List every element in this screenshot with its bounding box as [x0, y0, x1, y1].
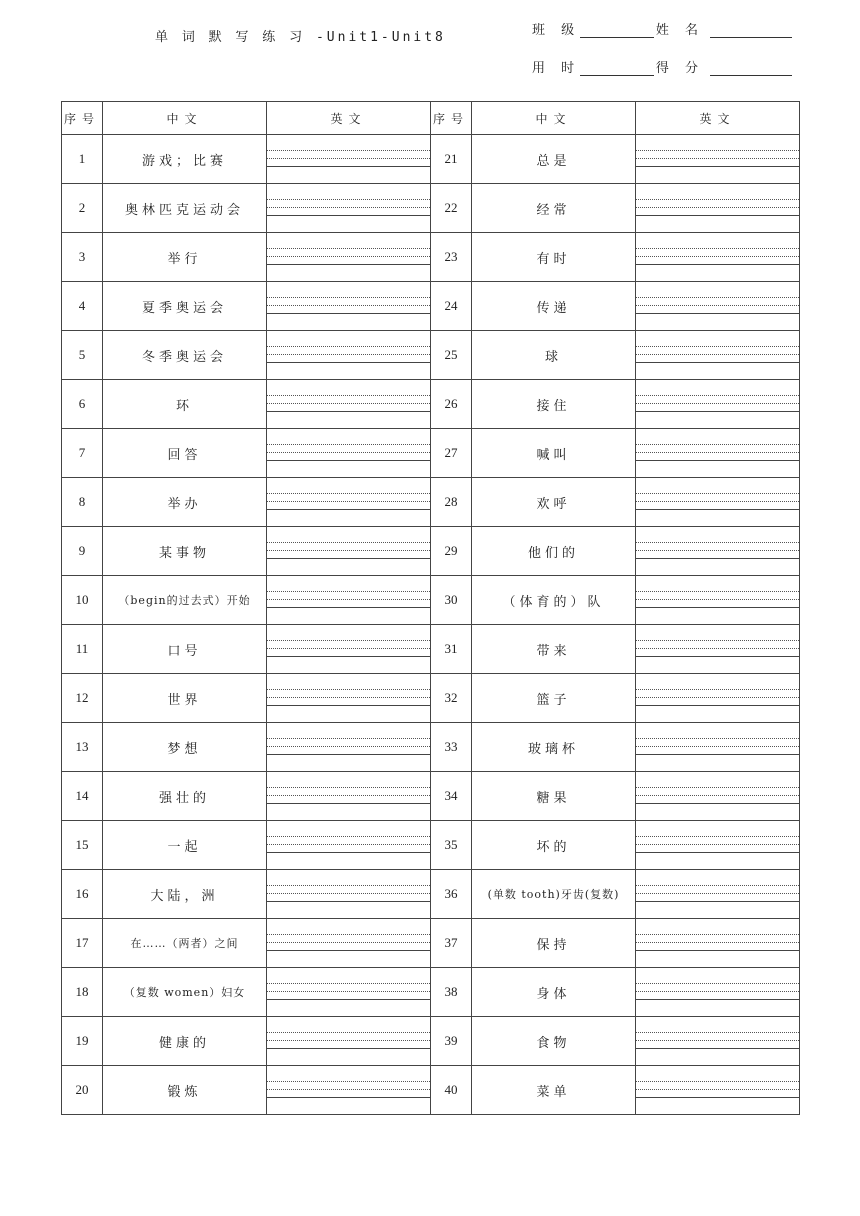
writing-guide-line: [636, 460, 799, 461]
chinese-word: （begin的过去式）开始: [103, 576, 267, 625]
english-answer-blank[interactable]: [636, 429, 800, 478]
writing-guide-line: [636, 158, 799, 159]
writing-guide-line: [267, 991, 430, 992]
writing-guide-line: [636, 354, 799, 355]
writing-guide-line: [267, 1032, 430, 1033]
chinese-word: （体育的）队: [472, 576, 636, 625]
writing-guide-line: [636, 362, 799, 363]
writing-guide-line: [267, 493, 430, 494]
writing-guide-line: [636, 942, 799, 943]
english-answer-blank[interactable]: [636, 772, 800, 821]
english-answer-blank[interactable]: [267, 821, 431, 870]
writing-guide-line: [267, 754, 430, 755]
chinese-word: 带来: [472, 625, 636, 674]
english-answer-blank[interactable]: [267, 184, 431, 233]
item-number: 33: [431, 723, 472, 772]
time-label: 用 时: [532, 61, 581, 76]
english-answer-blank[interactable]: [267, 772, 431, 821]
header-en-right: 英文: [636, 102, 800, 135]
writing-guide-line: [267, 885, 430, 886]
chinese-word: 糖果: [472, 772, 636, 821]
item-number: 16: [62, 870, 103, 919]
table-row: [62, 1066, 800, 1115]
writing-guide-line: [636, 395, 799, 396]
writing-guide-line: [636, 950, 799, 951]
writing-guide-line: [267, 983, 430, 984]
item-number: 28: [431, 478, 472, 527]
header-num-right: 序号: [431, 102, 472, 135]
writing-guide-line: [636, 444, 799, 445]
item-number: 36: [431, 870, 472, 919]
writing-guide-line: [636, 844, 799, 845]
writing-guide-line: [267, 893, 430, 894]
writing-guide-line: [267, 607, 430, 608]
item-number: 19: [62, 1017, 103, 1066]
writing-guide-line: [636, 150, 799, 151]
writing-guide-line: [267, 648, 430, 649]
header-en-left: 英文: [267, 102, 431, 135]
item-number: 11: [62, 625, 103, 674]
table-row: [62, 772, 800, 821]
table-row: [62, 429, 800, 478]
chinese-word: 欢呼: [472, 478, 636, 527]
writing-guide-line: [636, 207, 799, 208]
writing-guide-line: [267, 166, 430, 167]
english-answer-blank[interactable]: [636, 723, 800, 772]
score-blank[interactable]: [710, 61, 792, 76]
table-row: [62, 576, 800, 625]
item-number: 27: [431, 429, 472, 478]
chinese-word: 奥林匹克运动会: [103, 184, 267, 233]
writing-guide-line: [636, 1081, 799, 1082]
writing-guide-line: [267, 942, 430, 943]
item-number: 10: [62, 576, 103, 625]
writing-guide-line: [267, 795, 430, 796]
writing-guide-line: [267, 901, 430, 902]
page-title: 单 词 默 写 练 习 -Unit1-Unit8: [155, 30, 446, 45]
writing-guide-line: [636, 852, 799, 853]
writing-guide-line: [636, 795, 799, 796]
writing-guide-line: [267, 836, 430, 837]
item-number: 8: [62, 478, 103, 527]
english-answer-blank[interactable]: [636, 1017, 800, 1066]
item-number: 31: [431, 625, 472, 674]
writing-guide-line: [267, 599, 430, 600]
table-header-row: [62, 102, 800, 135]
chinese-word: 经常: [472, 184, 636, 233]
writing-guide-line: [267, 689, 430, 690]
english-answer-blank[interactable]: [267, 1017, 431, 1066]
writing-guide-line: [636, 558, 799, 559]
chinese-word: 回答: [103, 429, 267, 478]
chinese-word: 强壮的: [103, 772, 267, 821]
writing-guide-line: [267, 787, 430, 788]
writing-guide-line: [267, 501, 430, 502]
chinese-word: 玻璃杯: [472, 723, 636, 772]
english-answer-blank[interactable]: [636, 135, 800, 184]
writing-guide-line: [636, 346, 799, 347]
writing-guide-line: [267, 248, 430, 249]
chinese-word: 坏的: [472, 821, 636, 870]
writing-guide-line: [636, 836, 799, 837]
writing-guide-line: [636, 787, 799, 788]
chinese-word: 夏季奥运会: [103, 282, 267, 331]
chinese-word: 举行: [103, 233, 267, 282]
chinese-word: 在……（两者）之间: [103, 919, 267, 968]
table-row: [62, 478, 800, 527]
writing-guide-line: [267, 852, 430, 853]
writing-guide-line: [636, 411, 799, 412]
writing-guide-line: [636, 542, 799, 543]
writing-guide-line: [636, 297, 799, 298]
meta-row-class-name: [532, 20, 792, 38]
writing-guide-line: [636, 934, 799, 935]
writing-guide-line: [267, 746, 430, 747]
item-number: 4: [62, 282, 103, 331]
name-label: 姓 名: [655, 23, 704, 38]
chinese-word: 有时: [472, 233, 636, 282]
chinese-word: （复数 women）妇女: [103, 968, 267, 1017]
item-number: 38: [431, 968, 472, 1017]
writing-guide-line: [267, 1048, 430, 1049]
english-answer-blank[interactable]: [267, 625, 431, 674]
item-number: 25: [431, 331, 472, 380]
writing-guide-line: [636, 656, 799, 657]
table-row: [62, 527, 800, 576]
table-row: [62, 380, 800, 429]
writing-guide-line: [636, 1048, 799, 1049]
chinese-word: 冬季奥运会: [103, 331, 267, 380]
writing-guide-line: [267, 999, 430, 1000]
english-answer-blank[interactable]: [636, 1066, 800, 1115]
item-number: 40: [431, 1066, 472, 1115]
chinese-word: 某事物: [103, 527, 267, 576]
chinese-word: 世界: [103, 674, 267, 723]
header-cn-left: 中文: [103, 102, 267, 135]
table-row: [62, 1017, 800, 1066]
writing-guide-line: [636, 264, 799, 265]
writing-guide-line: [636, 166, 799, 167]
english-answer-blank[interactable]: [636, 282, 800, 331]
english-answer-blank[interactable]: [267, 723, 431, 772]
writing-guide-line: [636, 509, 799, 510]
item-number: 17: [62, 919, 103, 968]
chinese-word: 喊叫: [472, 429, 636, 478]
writing-guide-line: [636, 403, 799, 404]
item-number: 23: [431, 233, 472, 282]
chinese-word: 大陆，洲: [103, 870, 267, 919]
item-number: 9: [62, 527, 103, 576]
english-answer-blank[interactable]: [267, 380, 431, 429]
item-number: 22: [431, 184, 472, 233]
header-num-left: 序号: [62, 102, 103, 135]
writing-guide-line: [636, 803, 799, 804]
table-row: [62, 723, 800, 772]
writing-guide-line: [267, 411, 430, 412]
chinese-word: 保持: [472, 919, 636, 968]
table-row: [62, 233, 800, 282]
table-row: [62, 821, 800, 870]
writing-guide-line: [636, 885, 799, 886]
chinese-word: 食物: [472, 1017, 636, 1066]
writing-guide-line: [267, 558, 430, 559]
writing-guide-line: [636, 746, 799, 747]
writing-guide-line: [267, 297, 430, 298]
item-number: 18: [62, 968, 103, 1017]
chinese-word: 举办: [103, 478, 267, 527]
english-answer-blank[interactable]: [267, 674, 431, 723]
chinese-word: 接住: [472, 380, 636, 429]
writing-guide-line: [636, 215, 799, 216]
table-row: [62, 135, 800, 184]
english-answer-blank[interactable]: [267, 576, 431, 625]
item-number: 26: [431, 380, 472, 429]
writing-guide-line: [267, 395, 430, 396]
item-number: 12: [62, 674, 103, 723]
writing-guide-line: [636, 705, 799, 706]
writing-guide-line: [636, 550, 799, 551]
chinese-word: 梦想: [103, 723, 267, 772]
table-row: [62, 331, 800, 380]
english-answer-blank[interactable]: [267, 870, 431, 919]
english-answer-blank[interactable]: [636, 331, 800, 380]
writing-guide-line: [267, 738, 430, 739]
chinese-word: 健康的: [103, 1017, 267, 1066]
english-answer-blank[interactable]: [267, 135, 431, 184]
chinese-word: 游戏；比赛: [103, 135, 267, 184]
writing-guide-line: [267, 305, 430, 306]
item-number: 37: [431, 919, 472, 968]
writing-guide-line: [267, 1040, 430, 1041]
writing-guide-line: [267, 264, 430, 265]
table-row: [62, 625, 800, 674]
english-answer-blank[interactable]: [267, 233, 431, 282]
item-number: 13: [62, 723, 103, 772]
item-number: 3: [62, 233, 103, 282]
header-cn-right: 中文: [472, 102, 636, 135]
item-number: 20: [62, 1066, 103, 1115]
chinese-word: 身体: [472, 968, 636, 1017]
writing-guide-line: [267, 150, 430, 151]
writing-guide-line: [636, 599, 799, 600]
english-answer-blank[interactable]: [267, 1066, 431, 1115]
writing-guide-line: [636, 999, 799, 1000]
english-answer-blank[interactable]: [267, 429, 431, 478]
chinese-word: 他们的: [472, 527, 636, 576]
chinese-word: (单数 tooth)牙齿(复数): [472, 870, 636, 919]
writing-guide-line: [267, 207, 430, 208]
writing-guide-line: [267, 509, 430, 510]
item-number: 2: [62, 184, 103, 233]
english-answer-blank[interactable]: [267, 527, 431, 576]
english-answer-blank[interactable]: [267, 968, 431, 1017]
table-row: [62, 919, 800, 968]
class-blank[interactable]: [580, 23, 654, 38]
chinese-word: 菜单: [472, 1066, 636, 1115]
writing-guide-line: [636, 754, 799, 755]
item-number: 1: [62, 135, 103, 184]
writing-guide-line: [636, 901, 799, 902]
writing-guide-line: [636, 591, 799, 592]
score-label: 得 分: [655, 61, 704, 76]
writing-guide-line: [267, 1089, 430, 1090]
english-answer-blank[interactable]: [636, 527, 800, 576]
writing-guide-line: [636, 452, 799, 453]
writing-guide-line: [636, 199, 799, 200]
meta-row-time-score: [532, 58, 792, 76]
chinese-word: 总是: [472, 135, 636, 184]
chinese-word: 篮子: [472, 674, 636, 723]
writing-guide-line: [267, 934, 430, 935]
english-answer-blank[interactable]: [267, 919, 431, 968]
english-answer-blank[interactable]: [267, 282, 431, 331]
writing-guide-line: [636, 1032, 799, 1033]
chinese-word: 球: [472, 331, 636, 380]
item-number: 32: [431, 674, 472, 723]
item-number: 15: [62, 821, 103, 870]
writing-guide-line: [636, 640, 799, 641]
writing-guide-line: [636, 983, 799, 984]
english-answer-blank[interactable]: [636, 821, 800, 870]
writing-guide-line: [267, 1097, 430, 1098]
writing-guide-line: [267, 697, 430, 698]
writing-guide-line: [267, 705, 430, 706]
student-info: [532, 20, 792, 96]
writing-guide-line: [267, 844, 430, 845]
item-number: 7: [62, 429, 103, 478]
writing-guide-line: [636, 256, 799, 257]
writing-guide-line: [267, 403, 430, 404]
writing-guide-line: [636, 689, 799, 690]
writing-guide-line: [636, 313, 799, 314]
writing-guide-line: [267, 256, 430, 257]
english-answer-blank[interactable]: [636, 674, 800, 723]
item-number: 21: [431, 135, 472, 184]
chinese-word: 一起: [103, 821, 267, 870]
writing-guide-line: [267, 542, 430, 543]
writing-guide-line: [267, 1081, 430, 1082]
writing-guide-line: [636, 738, 799, 739]
english-answer-blank[interactable]: [636, 380, 800, 429]
english-answer-blank[interactable]: [267, 331, 431, 380]
writing-guide-line: [267, 362, 430, 363]
table-row: [62, 184, 800, 233]
table-row: [62, 968, 800, 1017]
writing-guide-line: [636, 1089, 799, 1090]
writing-guide-line: [636, 305, 799, 306]
chinese-word: 锻炼: [103, 1066, 267, 1115]
table-row: [62, 674, 800, 723]
writing-guide-line: [267, 452, 430, 453]
item-number: 14: [62, 772, 103, 821]
writing-guide-line: [636, 1097, 799, 1098]
writing-guide-line: [636, 1040, 799, 1041]
writing-guide-line: [267, 550, 430, 551]
item-number: 35: [431, 821, 472, 870]
item-number: 39: [431, 1017, 472, 1066]
table-row: [62, 282, 800, 331]
writing-guide-line: [267, 640, 430, 641]
chinese-word: 传递: [472, 282, 636, 331]
writing-guide-line: [636, 991, 799, 992]
writing-guide-line: [267, 346, 430, 347]
item-number: 30: [431, 576, 472, 625]
writing-guide-line: [267, 354, 430, 355]
writing-guide-line: [267, 950, 430, 951]
english-answer-blank[interactable]: [636, 478, 800, 527]
writing-guide-line: [636, 697, 799, 698]
english-answer-blank[interactable]: [636, 576, 800, 625]
writing-guide-line: [267, 199, 430, 200]
table-row: [62, 870, 800, 919]
writing-guide-line: [636, 607, 799, 608]
writing-guide-line: [267, 591, 430, 592]
dictation-table: [61, 101, 800, 1115]
writing-guide-line: [636, 501, 799, 502]
chinese-word: 环: [103, 380, 267, 429]
item-number: 5: [62, 331, 103, 380]
english-answer-blank[interactable]: [267, 478, 431, 527]
writing-guide-line: [636, 493, 799, 494]
writing-guide-line: [267, 158, 430, 159]
english-answer-blank[interactable]: [636, 870, 800, 919]
writing-guide-line: [267, 803, 430, 804]
time-blank[interactable]: [580, 61, 654, 76]
english-answer-blank[interactable]: [636, 233, 800, 282]
item-number: 24: [431, 282, 472, 331]
writing-guide-line: [636, 893, 799, 894]
english-answer-blank[interactable]: [636, 625, 800, 674]
writing-guide-line: [267, 313, 430, 314]
writing-guide-line: [636, 248, 799, 249]
english-answer-blank[interactable]: [636, 919, 800, 968]
writing-guide-line: [267, 444, 430, 445]
item-number: 29: [431, 527, 472, 576]
chinese-word: 口号: [103, 625, 267, 674]
writing-guide-line: [636, 648, 799, 649]
writing-guide-line: [267, 656, 430, 657]
english-answer-blank[interactable]: [636, 968, 800, 1017]
item-number: 34: [431, 772, 472, 821]
name-blank[interactable]: [710, 23, 792, 38]
writing-guide-line: [267, 460, 430, 461]
class-label: 班 级: [532, 23, 581, 38]
item-number: 6: [62, 380, 103, 429]
writing-guide-line: [267, 215, 430, 216]
english-answer-blank[interactable]: [636, 184, 800, 233]
